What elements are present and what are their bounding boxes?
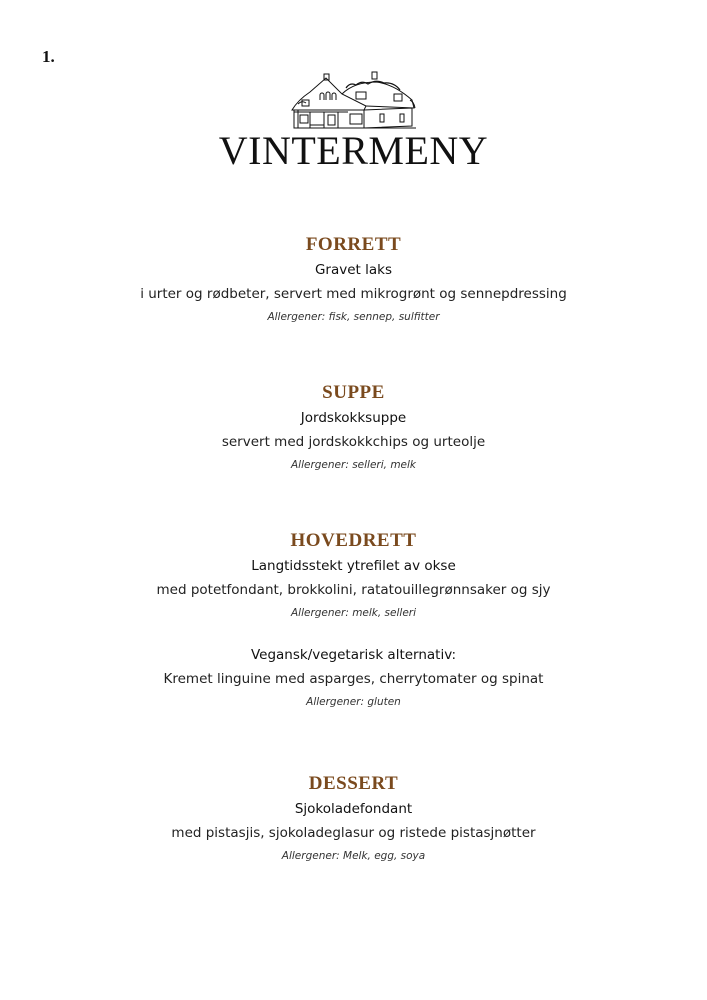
section-heading: DESSERT <box>308 773 399 794</box>
section-forrett <box>0 234 707 324</box>
dish-name: Gravet laks <box>314 262 393 278</box>
dish-description: med potetfondant, brokkolini, ratatouillegrønnsaker og sjy <box>156 582 551 598</box>
section-dessert <box>0 773 707 863</box>
dish-name: Sjokoladefondant <box>294 801 413 817</box>
allergens: Allergener: melk, selleri <box>290 607 417 619</box>
menu-title: VINTERMENY <box>218 128 489 173</box>
dish-description: servert med jordskokkchips og urteolje <box>221 434 486 450</box>
allergens: Allergener: selleri, melk <box>290 459 417 471</box>
dish-name: Langtidsstekt ytrefilet av okse <box>251 558 456 574</box>
dish-description: med pistasjis, sjokoladeglasur og ristede pistasjnøtter <box>171 825 536 841</box>
section-heading: FORRETT <box>305 234 402 255</box>
snowy-house-icon <box>284 70 424 132</box>
alternative-description: Kremet linguine med asparges, cherrytomater og spinat <box>163 671 544 687</box>
page-number: 1. <box>42 47 55 66</box>
dish-name: Jordskokksuppe <box>300 410 407 426</box>
dish-description: i urter og rødbeter, servert med mikrogrønt og sennepdressing <box>140 286 567 302</box>
section-heading: SUPPE <box>322 382 385 403</box>
alternative-allergens: Allergener: gluten <box>306 696 401 708</box>
vegetarian-alternative <box>0 646 707 709</box>
allergens: Allergener: fisk, sennep, sulfitter <box>267 311 440 323</box>
section-heading: HOVEDRETT <box>290 530 417 551</box>
allergens: Allergener: Melk, egg, soya <box>281 850 426 862</box>
section-hovedrett <box>0 530 707 709</box>
section-suppe <box>0 382 707 472</box>
alternative-label: Vegansk/vegetarisk alternativ: <box>250 647 457 663</box>
